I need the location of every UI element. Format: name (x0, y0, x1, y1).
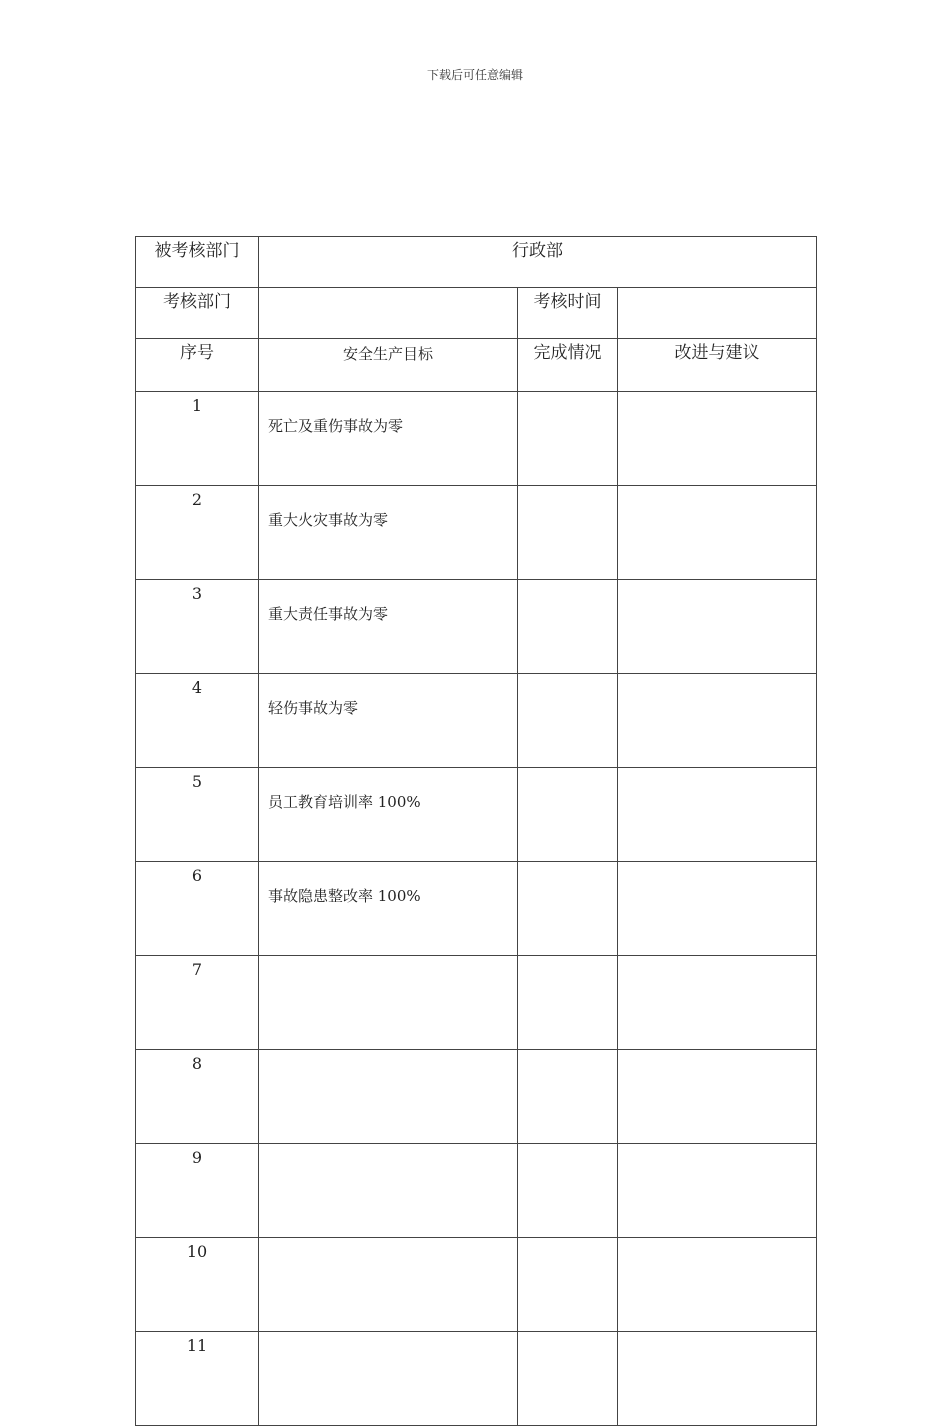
status-cell[interactable] (518, 1050, 618, 1144)
status-cell[interactable] (518, 580, 618, 674)
status-cell[interactable] (518, 1238, 618, 1332)
assessing-dept-label: 考核部门 (136, 288, 259, 339)
suggestion-cell[interactable] (618, 768, 817, 862)
row-number: 5 (136, 768, 259, 862)
table-row (136, 674, 817, 768)
table-row (136, 956, 817, 1050)
status-cell[interactable] (518, 956, 618, 1050)
table-row (136, 1144, 817, 1238)
assess-time-field[interactable] (618, 288, 817, 339)
status-cell[interactable] (518, 1144, 618, 1238)
col-header-status: 完成情况 (518, 339, 618, 392)
row-number: 3 (136, 580, 259, 674)
col-header-number: 序号 (136, 339, 259, 392)
safety-target: 死亡及重伤事故为零 (259, 392, 518, 486)
status-cell[interactable] (518, 486, 618, 580)
row-number: 1 (136, 392, 259, 486)
row-number: 4 (136, 674, 259, 768)
row-number: 6 (136, 862, 259, 956)
suggestion-cell[interactable] (618, 392, 817, 486)
table-row (136, 768, 817, 862)
suggestion-cell[interactable] (618, 1238, 817, 1332)
status-cell[interactable] (518, 768, 618, 862)
safety-target[interactable] (259, 1332, 518, 1426)
assess-time-label: 考核时间 (518, 288, 618, 339)
header-note: 下载后可任意编辑 (426, 68, 523, 82)
table-row (136, 486, 817, 580)
assessed-dept-row (136, 237, 817, 288)
suggestion-cell[interactable] (618, 674, 817, 768)
status-cell[interactable] (518, 392, 618, 486)
row-number: 2 (136, 486, 259, 580)
col-header-target: 安全生产目标 (259, 339, 518, 392)
safety-target: 重大火灾事故为零 (259, 486, 518, 580)
table-row (136, 392, 817, 486)
safety-target[interactable] (259, 1050, 518, 1144)
row-number: 9 (136, 1144, 259, 1238)
assessing-dept-field[interactable] (259, 288, 518, 339)
status-cell[interactable] (518, 1332, 618, 1426)
safety-target: 重大责任事故为零 (259, 580, 518, 674)
row-number: 11 (136, 1332, 259, 1426)
assessed-dept-label: 被考核部门 (136, 237, 259, 288)
suggestion-cell[interactable] (618, 862, 817, 956)
suggestion-cell[interactable] (618, 1050, 817, 1144)
row-number: 8 (136, 1050, 259, 1144)
suggestion-cell[interactable] (618, 956, 817, 1050)
table-row (136, 1332, 817, 1426)
status-cell[interactable] (518, 674, 618, 768)
status-cell[interactable] (518, 862, 618, 956)
table-row (136, 1050, 817, 1144)
column-header-row (136, 339, 817, 392)
assessment-table (135, 236, 817, 1426)
safety-target[interactable] (259, 956, 518, 1050)
table-row (136, 580, 817, 674)
table-row (136, 1238, 817, 1332)
table-row (136, 862, 817, 956)
safety-target[interactable] (259, 1144, 518, 1238)
suggestion-cell[interactable] (618, 580, 817, 674)
suggestion-cell[interactable] (618, 1144, 817, 1238)
row-number: 10 (136, 1238, 259, 1332)
safety-target: 事故隐患整改率 100% (259, 862, 518, 956)
safety-target: 员工教育培训率 100% (259, 768, 518, 862)
suggestion-cell[interactable] (618, 1332, 817, 1426)
suggestion-cell[interactable] (618, 486, 817, 580)
row-number: 7 (136, 956, 259, 1050)
safety-target[interactable] (259, 1238, 518, 1332)
safety-target: 轻伤事故为零 (259, 674, 518, 768)
assessing-dept-row (136, 288, 817, 339)
col-header-suggestion: 改进与建议 (618, 339, 817, 392)
assessed-dept-value[interactable]: 行政部 (259, 237, 817, 288)
